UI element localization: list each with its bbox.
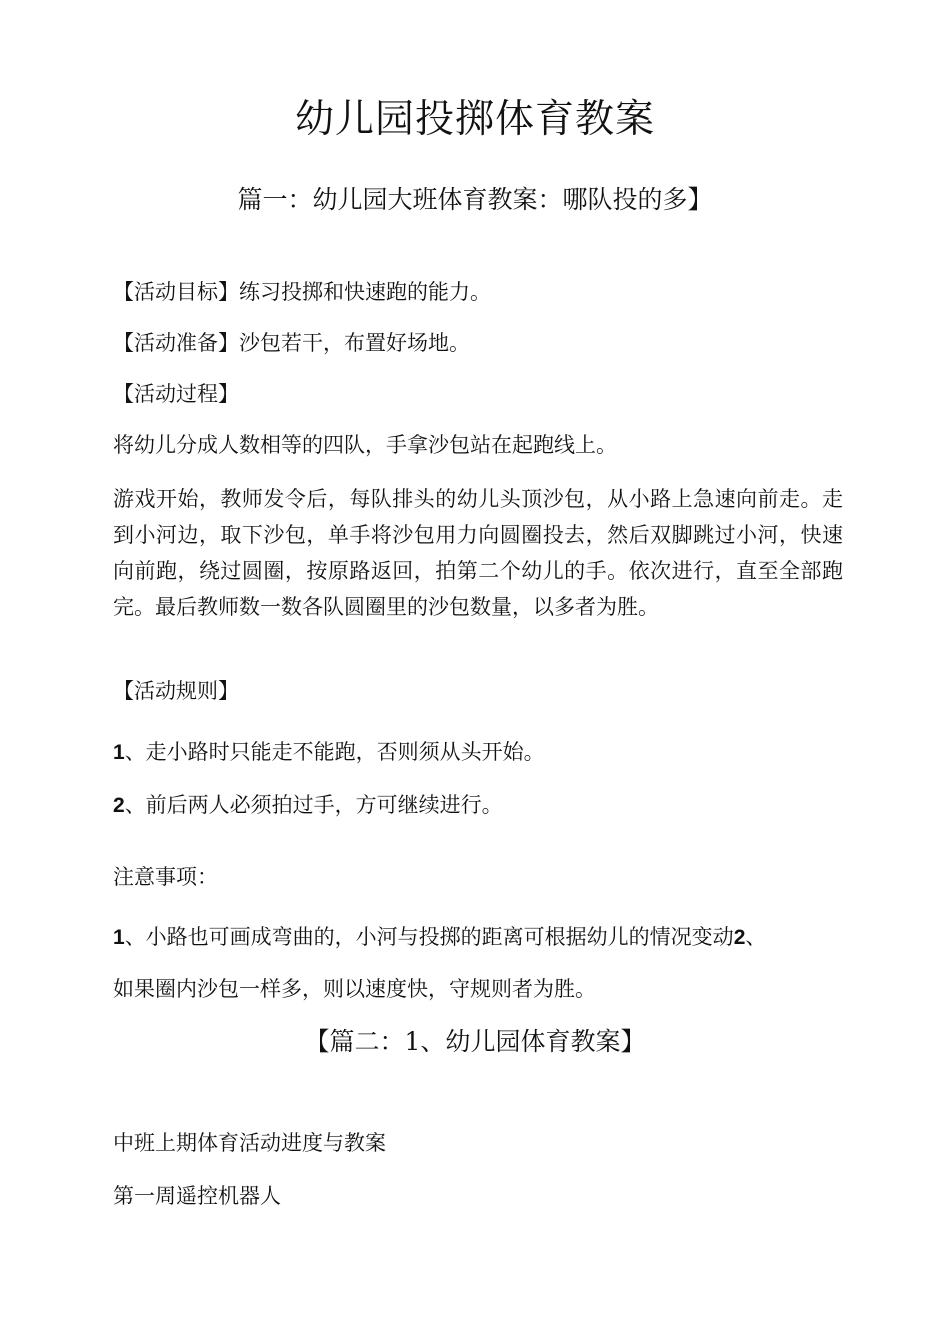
note-separator: 、	[745, 925, 767, 949]
process-game-paragraph: 游戏开始，教师发令后，每队排头的幼儿头顶沙包，从小路上急速向前走。走到小河边，取下沙包，单手将沙包用力向圆圈投去，然后双脚跳过小河，快速向前跑，绕过圆圈，按原路返回，拍第二个幼儿的手。依次进行，直至全部跑完。最后教师数一数各队圆圈里的沙包数量，以多者为胜。	[113, 487, 843, 619]
week1-title: 第一周遥控机器人	[113, 1184, 281, 1208]
note-number: 1	[113, 926, 125, 949]
document-title: 幼儿园投掷体育教案	[294, 97, 655, 142]
rule-item-2	[113, 787, 843, 824]
activity-rules-heading: 【活动规则】	[113, 679, 239, 703]
activity-preparation: 【活动准备】沙包若干，布置好场地。	[113, 331, 470, 355]
notes-heading: 注意事项：	[113, 865, 218, 889]
section2-heading: 【篇二：1、幼儿园体育教案】	[304, 1027, 646, 1056]
rule-text: 、前后两人必须拍过手，方可继续进行。	[124, 793, 503, 817]
rule-item-1	[113, 734, 843, 771]
section1-heading: 篇一：幼儿园大班体育教案：哪队投的多】	[237, 185, 713, 214]
rule-text: 、走小路时只能走不能跑，否则须从头开始。	[124, 740, 545, 764]
process-divide-paragraph: 将幼儿分成人数相等的四队，手拿沙包站在起跑线上。	[113, 433, 617, 457]
rule-number: 2	[113, 794, 125, 817]
rule-number: 1	[113, 741, 125, 764]
note-item-2: 如果圈内沙包一样多，则以速度快，守规则者为胜。	[113, 977, 596, 1001]
activity-goal: 【活动目标】练习投掷和快速跑的能力。	[113, 280, 491, 304]
middle-class-title: 中班上期体育活动进度与教案	[113, 1131, 386, 1155]
activity-process-heading: 【活动过程】	[113, 382, 239, 406]
note-text: 、小路也可画成弯曲的，小河与投掷的距离可根据幼儿的情况变动	[124, 925, 734, 949]
note-number: 2	[733, 926, 746, 949]
note-item-1	[113, 919, 843, 956]
